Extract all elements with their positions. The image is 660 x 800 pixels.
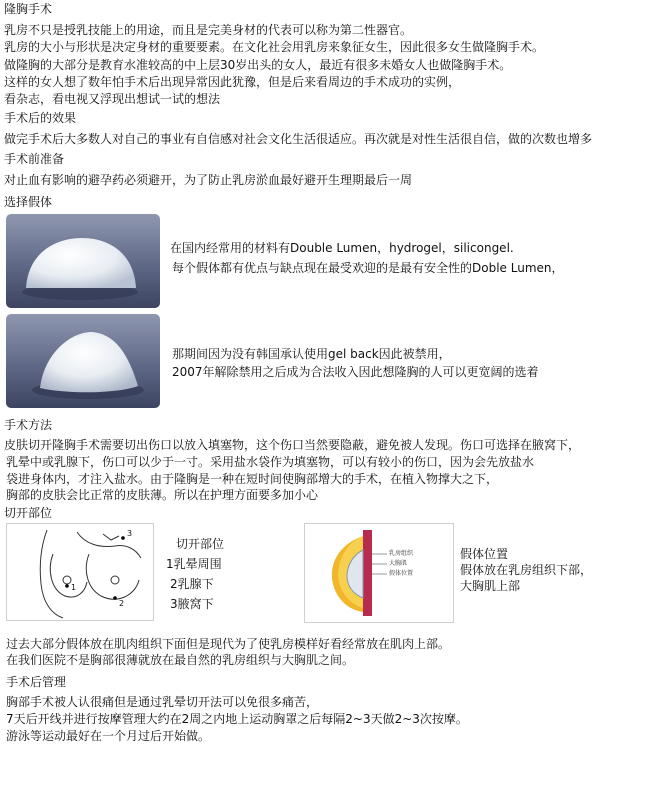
- section-heading-implant: 选择假体: [4, 195, 53, 209]
- position-note: 过去大部分假体放在肌肉组织下面但是现代为了使乳房模样好看经常放在肌肉上部。: [6, 637, 451, 651]
- intro-line: 乳房不只是授乳技能上的用途，而且是完美身材的代表可以称为第二性器官。: [4, 23, 413, 37]
- implant-photo-1: [6, 214, 160, 308]
- aftercare-line: 7天后开线并进行按摩管理大约在2周之内地上运动胸罩之后每隔2~3天做2~3次按摩。: [6, 712, 468, 726]
- position-title: 假体位置: [460, 547, 509, 561]
- aftercare-line: 胸部手术被人认很痛但是通过乳晕切开法可以免很多痛苦，: [6, 695, 319, 709]
- page-title: 隆胸手术: [4, 2, 53, 16]
- section-heading-effects: 手术后的效果: [4, 111, 77, 125]
- section-heading-preparation: 手术前准备: [4, 152, 65, 166]
- implant-text-2: 每个假体都有优点与缺点现在最受欢迎的是最有安全性的Doble Lumen，: [172, 261, 564, 275]
- intro-line: 看杂志，看电视又浮现出想试一试的想法: [4, 92, 221, 106]
- incision-item-2: 2乳腺下: [170, 577, 214, 591]
- svg-text:3: 3: [127, 529, 133, 538]
- implant-position-diagram: [304, 523, 454, 623]
- diagram-label: 大胸肌: [389, 560, 408, 567]
- implant-text-3: 那期间因为没有韩国承认使用gel back因此被禁用，: [172, 347, 451, 361]
- incision-item-3: 3腋窝下: [170, 597, 214, 611]
- svg-text:2: 2: [119, 599, 125, 608]
- section-heading-aftercare: 手术后管理: [6, 675, 67, 689]
- section-heading-incision: 切开部位: [4, 506, 53, 520]
- aftercare-line: 游泳等运动最好在一个月过后开始做。: [6, 729, 211, 743]
- svg-text:1: 1: [71, 583, 77, 592]
- implant-text-1: 在国内经常用的材料有Double Lumen，hydrogel，silicongel.: [170, 241, 514, 255]
- implant-photo-2: [6, 314, 160, 408]
- position-line: 假体放在乳房组织下部，: [460, 563, 593, 577]
- intro-line: 乳房的大小与形状是决定身材的重要要素。在文化社会用乳房来象征女生，因此很多女生做隆胸手术。: [4, 40, 545, 54]
- method-line: 袋进身体内，才注入盐水。由于隆胸是一种在短时间使胸部增大的手术，在植入物撑大之下，: [6, 472, 499, 486]
- method-line: 乳晕中或乳腺下，伤口可以少于一寸。采用盐水袋作为填塞物，可以有较小的伤口，因为会先放盐水: [6, 455, 535, 469]
- position-note: 在我们医院不是胸部很薄就放在最自然的乳房组织与大胸肌之间。: [6, 653, 355, 667]
- method-line: 胸部的皮肤会比正常的皮肤薄。所以在护理方面要多加小心: [6, 488, 319, 502]
- incision-title: 切开部位: [176, 537, 225, 551]
- diagram-label: 乳房组织: [389, 550, 414, 557]
- section-heading-method: 手术方法: [4, 418, 53, 432]
- effects-line: 做完手术后大多数人对自己的事业有自信感对社会文化生活很适应。再次就是对性生活很自信，做的次数也增多: [4, 132, 593, 146]
- incision-sketch: [6, 523, 154, 621]
- incision-item-1: 1乳晕周围: [166, 557, 222, 571]
- position-line: 大胸肌上部: [460, 579, 521, 593]
- diagram-label: 假体位置: [389, 570, 414, 577]
- method-line: 皮肤切开隆胸手术需要切出伤口以放入填塞物，这个伤口当然要隐蔽，避免被人发现。伤口可选择在腋窝下，: [4, 438, 581, 452]
- preparation-line: 对止血有影响的避孕药必须避开，为了防止乳房淤血最好避开生理期最后一周: [4, 173, 413, 187]
- intro-line: 做隆胸的大部分是教育水准较高的中上层30岁出头的女人，最近有很多未婚女人也做隆胸手术。: [4, 58, 512, 72]
- implant-text-4: 2007年解除禁用之后成为合法收入因此想隆胸的人可以更宽阔的选着: [172, 365, 539, 379]
- intro-line: 这样的女人想了数年怕手术后出现异常因此犹豫，但是后来看周边的手术成功的实例，: [4, 75, 461, 89]
